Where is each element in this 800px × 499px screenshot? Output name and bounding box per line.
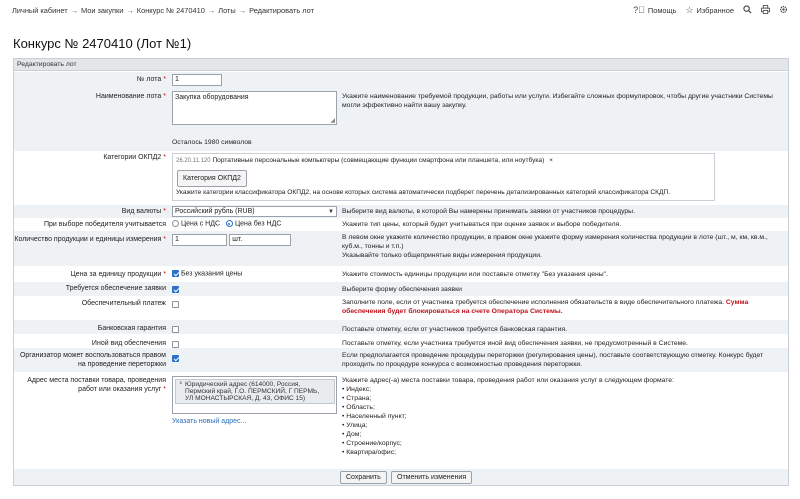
save-button[interactable]: Сохранить <box>340 471 387 484</box>
page-title: Конкурс № 2470410 (Лот №1) <box>13 36 192 51</box>
lot-number-label: № лота * <box>136 76 166 83</box>
delivery-address-box[interactable] <box>172 376 337 414</box>
row-delivery-address <box>14 372 788 469</box>
new-address-link[interactable]: Указать новый адрес... <box>172 418 247 425</box>
row-actions <box>14 469 788 486</box>
bank-guarantee-label: Банковская гарантия <box>97 325 166 332</box>
favorites-link[interactable] <box>685 6 734 15</box>
bid-security-checkbox[interactable] <box>172 286 179 293</box>
top-bar <box>0 0 800 20</box>
row-bank-guarantee <box>14 320 788 334</box>
row-quantity <box>14 231 788 266</box>
quantity-hint-2: Указывайте только общепринятые виды измерения продукции. <box>342 252 542 259</box>
currency-label: Вид валюты * <box>121 208 166 215</box>
row-unit-price <box>14 266 788 282</box>
help-link[interactable] <box>633 6 676 15</box>
row-lot-name-counter <box>14 139 788 151</box>
breadcrumb-item-contest[interactable]: Конкурс № 2470410 <box>136 5 205 15</box>
other-security-hint: Поставьте отметку, если участника требуется иной вид обеспечения заявки, не предусмотренный в Системе. <box>342 340 688 347</box>
security-payment-label: Обеспечительный платеж <box>81 300 166 307</box>
quantity-label: Количество продукции и единицы измерения * <box>14 236 166 243</box>
lot-name-hint: Укажите наименование требуемой продукции, работы или услуги. Избегайте сложных формулировок, чтобы другие участники Системы могли эффективно найти вашу закупку. <box>342 93 773 109</box>
address-format-item: • Страна; <box>342 395 372 402</box>
breadcrumb-separator: → <box>238 5 247 15</box>
address-format-item: • Дом; <box>342 431 362 438</box>
okpd2-selected-item <box>176 157 553 164</box>
currency-hint: Выберите вид валюты, в которой Вы намерены принимать заявки от участников процедуры. <box>342 208 635 215</box>
help-circle-icon: ?⃝ <box>633 4 645 15</box>
rebidding-hint: Если предполагается проведение процедуры переторжки (регулирования цены), поставьте соответствующую отметку. Конкурс будет проходить по процедуре конкурса с возможностью проведения переторжки. <box>342 352 764 368</box>
okpd2-box <box>172 153 715 201</box>
lot-name-textarea[interactable]: Закупка оборудования ◢ <box>172 91 337 125</box>
okpd2-remove-icon[interactable]: × <box>549 157 553 164</box>
breadcrumb-separator: → <box>207 5 216 15</box>
quantity-input[interactable]: 1 <box>172 234 227 246</box>
bid-security-label: Требуется обеспечение заявки <box>65 285 166 292</box>
rebidding-label: Организатор может воспользоваться правом на проведение переторжки <box>19 352 166 368</box>
breadcrumb-separator: → <box>126 5 134 15</box>
unit-price-label: Цена за единицу продукции * <box>70 271 166 278</box>
vat-with-label: Цена с НДС <box>180 220 221 228</box>
favorites-link-label: Избранное <box>696 5 734 15</box>
top-links <box>624 5 788 16</box>
vat-label: При выборе победителя учитывается <box>43 221 166 228</box>
lot-number-input[interactable]: 1 <box>172 74 222 86</box>
no-price-label: Без указания цены <box>180 270 243 278</box>
row-vat <box>14 218 788 231</box>
delivery-address-hint: Укажите адрес(-а) места поставки товара, проведения работ или оказания услуг в следующем формате: • Индекс; • Страна; • Область; • Населенный пункт; • Улица; • Дом; • Строение/корпус; • Квартира/офис; <box>342 376 782 457</box>
gear-icon[interactable] <box>779 5 788 16</box>
vat-hint: Укажите тип цены, который будет учитываться при оценке заявок и выборе победителя. <box>342 221 622 228</box>
vat-with-radio[interactable] <box>172 220 179 227</box>
address-format-item: • Квартира/офис; <box>342 449 396 456</box>
quantity-hint: В левом окне укажите количество продукции, в правом окне укажите форму измерения количества продукции в лоте (шт., м, км, кв.м., куб.м., тонны и т.п.) Указывайте только общепринятые виды измерения продукции. <box>342 233 782 260</box>
breadcrumb-item-my-purchases[interactable]: Мои закупки <box>81 5 124 15</box>
bank-guarantee-checkbox[interactable] <box>172 326 179 333</box>
row-okpd2 <box>14 151 788 211</box>
cancel-button[interactable]: Отменить изменения <box>391 471 472 484</box>
lot-name-label: Наименование лота * <box>95 93 166 100</box>
address-format-item: • Улица; <box>342 422 368 429</box>
breadcrumb <box>12 6 314 15</box>
okpd2-item-text: Портативные персональные компьютеры (совмещающие функции смартфона или планшета, или ноутбука) <box>212 157 545 164</box>
breadcrumb-item-lots[interactable]: Лоты <box>218 5 236 15</box>
okpd2-label: Категории ОКПД2 * <box>103 154 166 161</box>
help-link-label: Помощь <box>647 5 677 15</box>
chevron-down-icon: ▼ <box>328 208 334 215</box>
lot-name-counter: Осталось 1980 символов <box>172 139 252 146</box>
address-format-item: • Строение/корпус; <box>342 440 402 447</box>
unit-input[interactable]: шт. <box>229 234 291 246</box>
unit-price-hint: Укажите стоимость единицы продукции или поставьте отметку "Без указания цены". <box>342 271 608 278</box>
star-icon: ☆ <box>685 4 694 15</box>
okpd2-code: 26.20.11.120 <box>176 158 211 164</box>
other-security-label: Иной вид обеспечения <box>91 340 166 347</box>
bank-guarantee-hint: Поставьте отметку, если от участников требуется банковская гарантия. <box>342 326 568 333</box>
security-payment-checkbox[interactable] <box>172 301 179 308</box>
row-security-payment <box>14 296 788 320</box>
okpd2-hint: Укажите категории классификатора ОКПД2, на основе которых система автоматически подберет перечень детализированных категорий классификатора СКДП. <box>176 189 671 196</box>
row-rebidding <box>14 348 788 372</box>
currency-select[interactable]: Российский рубль (RUB) ▼ <box>172 206 337 217</box>
breadcrumb-separator: → <box>70 5 78 15</box>
vat-without-label: Цена без НДС <box>234 220 282 228</box>
row-other-security <box>14 334 788 348</box>
vat-without-radio[interactable] <box>226 220 233 227</box>
delivery-address-label: Адрес места поставки товара, проведения работ или оказания услуг * <box>27 377 166 393</box>
breadcrumb-item-edit-lot: Редактировать лот <box>249 5 314 15</box>
bid-security-hint: Выберите форму обеспечения заявки <box>342 286 462 293</box>
address-chip: × Юридический адрес (614000, Россия, Пермский край, Г.О. ПЕРМСКИЙ, Г ПЕРМЬ, УЛ МОНАСТЫРСКАЯ, Д. 43, ОФИС 15) <box>175 379 335 404</box>
print-icon[interactable] <box>761 5 770 16</box>
security-payment-warning: Сумма обеспечения будет блокироваться на счете Оператора Системы. <box>342 299 749 315</box>
row-currency <box>14 205 788 218</box>
edit-lot-panel <box>13 58 789 486</box>
breadcrumb-item-cabinet[interactable]: Личный кабинет <box>12 5 68 15</box>
rebidding-checkbox[interactable] <box>172 355 179 362</box>
address-format-item: • Населенный пункт; <box>342 413 407 420</box>
address-remove-icon[interactable]: × <box>179 381 183 387</box>
resize-grip-icon[interactable]: ◢ <box>330 118 335 124</box>
okpd2-category-button[interactable]: Категория ОКПД2 <box>177 170 247 187</box>
no-price-checkbox[interactable] <box>172 270 179 277</box>
panel-header: Редактировать лот <box>14 59 788 71</box>
security-payment-hint: Заполните поле, если от участника требуется обеспечение исполнения обязательств в виде обеспечительного платежа. Сумма обеспечения будет блокироваться на счете Оператора Системы. <box>342 299 749 315</box>
address-format-item: • Индекс; <box>342 386 371 393</box>
address-format-item: • Область; <box>342 404 375 411</box>
row-lot-number <box>14 72 788 89</box>
search-icon[interactable] <box>743 5 752 16</box>
row-lot-name <box>14 89 788 144</box>
row-bid-security <box>14 282 788 296</box>
